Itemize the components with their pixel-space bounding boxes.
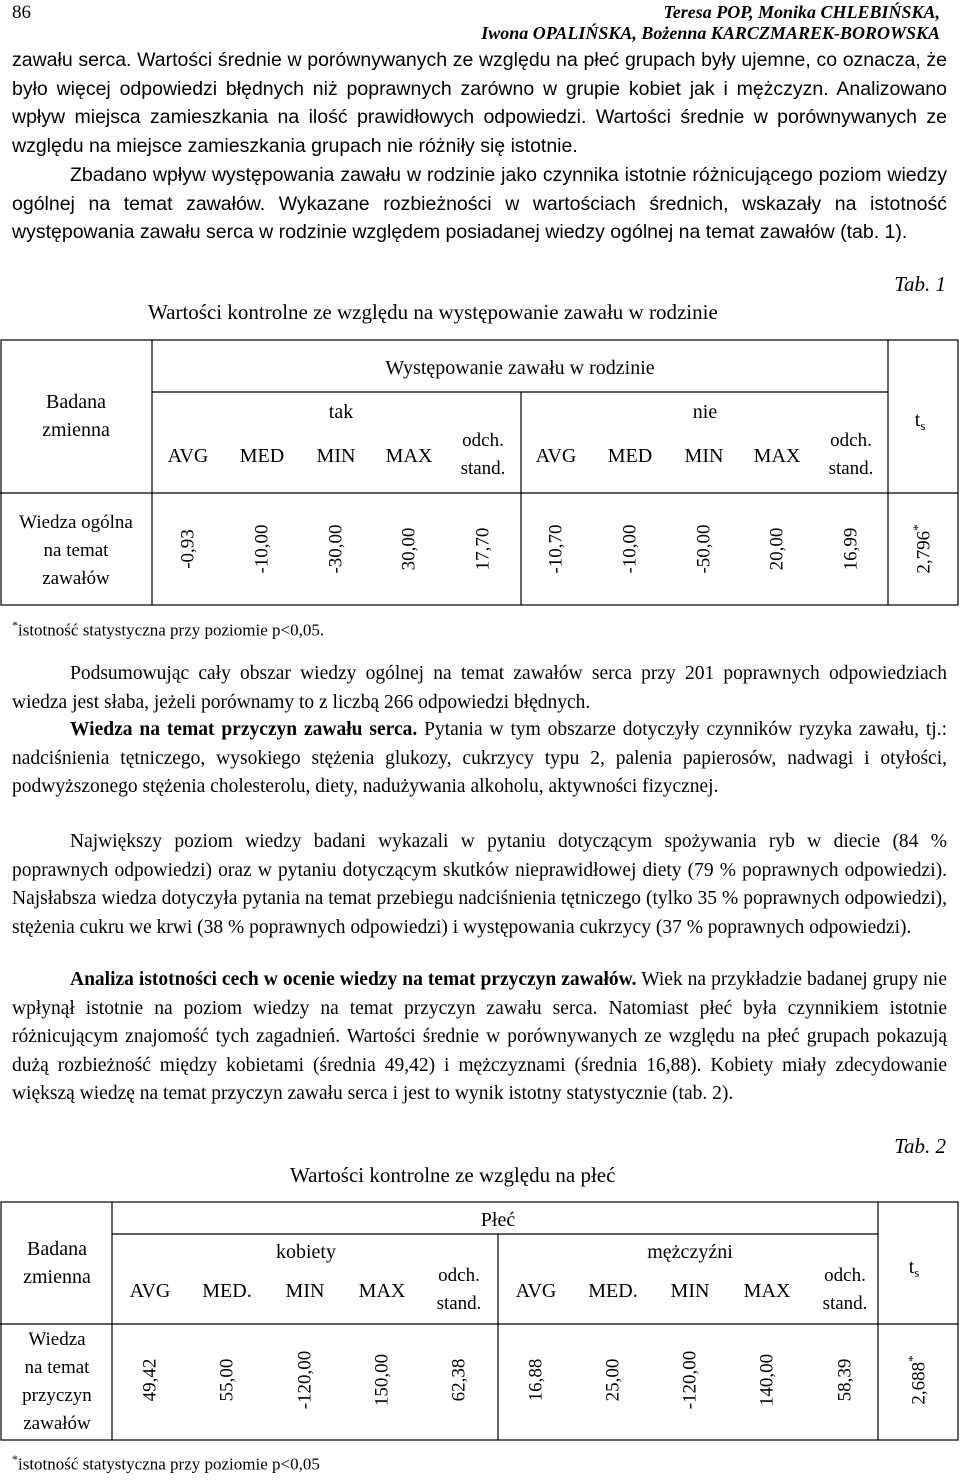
table2-value-8: 140,00 — [756, 1353, 778, 1407]
table1-value-3: 30,00 — [398, 527, 420, 571]
page-number: 86 — [12, 2, 31, 23]
table1-value-4: 17,70 — [472, 527, 494, 571]
table1-colhead-7: MIN — [684, 445, 724, 467]
table1-colhead-4-line2: stand. — [460, 458, 506, 479]
heading-significance: Analiza istotności cech w ocenie wiedzy na temat przyczyn zawałów. — [70, 969, 637, 990]
table1-value-2: -30,00 — [325, 524, 347, 574]
table1-colhead-0: AVG — [167, 445, 209, 467]
paragraph-summary: Podsumowując cały obszar wiedzy ogólnej na temat zawałów serca przy 201 poprawnych odpowiedziach wiedza jest słaba, jeżeli porównamy to z liczbą 266 odpowiedzi błędnych. — [12, 663, 947, 713]
table2-colhead-3: MAX — [358, 1280, 406, 1302]
table1-colhead-8: MAX — [753, 445, 801, 467]
table1-colhead-6: MED — [607, 445, 653, 467]
table2-value-0: 49,42 — [139, 1358, 161, 1402]
table1-colhead-1: MED — [239, 445, 285, 467]
table2-row-header-line1: Badana — [27, 1238, 87, 1260]
authors-line-1: Teresa POP, Monika CHLEBIŃSKA, — [663, 2, 940, 22]
table1-row-label-line2: na temat — [43, 540, 109, 561]
table2-colhead-9-line2: stand. — [822, 1293, 868, 1314]
table2 — [0, 1200, 960, 1445]
table1-colhead-9-line2: stand. — [828, 458, 874, 479]
table1-value-0: -0,93 — [177, 529, 199, 569]
table1-subheader-nie: nie — [692, 401, 718, 423]
table2-row-label-line2: na temat — [24, 1357, 90, 1378]
table2-footnote: *istotność statystyczna przy poziomie p<0,05 — [12, 1452, 320, 1474]
table2-colhead-9: odch. — [824, 1265, 866, 1286]
table1-row-header-line1: Badana — [46, 391, 106, 413]
table1-colhead-5: AVG — [535, 445, 577, 467]
table2-colhead-8: MAX — [743, 1280, 791, 1302]
table2-row-label-line3: przyczyn — [22, 1385, 92, 1406]
table1-group-header: Występowanie zawału w rodzinie — [385, 357, 655, 379]
table2-colhead-0: AVG — [129, 1280, 171, 1302]
table2-colhead-1: MED. — [202, 1280, 252, 1302]
table2-value-2: -120,00 — [294, 1350, 316, 1410]
table1-value-7: -50,00 — [693, 524, 715, 574]
table1-row-label-line1: Wiedza ogólna — [19, 512, 133, 533]
table2-value-4: 62,38 — [448, 1358, 470, 1402]
table1-colhead-3: MAX — [385, 445, 433, 467]
table1-ts-value: 2,796* — [909, 524, 935, 574]
table2-colhead-4-line2: stand. — [436, 1293, 482, 1314]
table2-value-6: 25,00 — [602, 1358, 624, 1402]
table2-title: Wartości kontrolne ze względu na płeć — [290, 1163, 616, 1187]
table1-footnote: *istotność statystyczna przy poziomie p<0,05. — [12, 618, 325, 640]
table2-value-1: 55,00 — [216, 1358, 238, 1402]
paragraph-causes: Wiedza na temat przyczyn zawału serca. Pytania w tym obszarze dotyczyły czynników ryzyka zawału, tj.: nadciśnienia tętniczego, wysokiego stężenia glukozy, cukrzycy typu 2, palenia papierosów, nadwagi i otyłości, podwyższonego stężenia cholesterolu, diety, nadużywania alkoholu, aktywności fizycznej. — [12, 719, 948, 797]
table2-colhead-5: AVG — [515, 1280, 557, 1302]
table1-colhead-2: MIN — [316, 445, 356, 467]
authors-line-2: Iwona OPALIŃSKA, Bożenna KARCZMAREK-BOROWSKA — [481, 23, 940, 43]
table2-value-9: 58,39 — [834, 1358, 856, 1402]
table2-colhead-7: MIN — [670, 1280, 710, 1302]
table1-value-8: 20,00 — [766, 527, 788, 571]
table1-colhead-9: odch. — [830, 430, 872, 451]
table2-row-label-line1: Wiedza — [28, 1329, 86, 1350]
table1-ts-header: $t_s$ — [914, 409, 926, 433]
table1-value-6: -10,00 — [619, 524, 641, 574]
table2-value-5: 16,88 — [525, 1358, 547, 1402]
running-header-authors — [481, 2, 940, 44]
table1-colhead-4: odch. — [462, 430, 504, 451]
table1-value-5: -10,70 — [545, 524, 567, 574]
table2-row-header-line2: zmienna — [23, 1266, 91, 1288]
table1-row-header-line2: zmienna — [42, 419, 110, 441]
table2-value-7: -120,00 — [679, 1350, 701, 1410]
heading-causes: Wiedza na temat przyczyn zawału serca. — [70, 719, 418, 740]
table2-colhead-6: MED. — [588, 1280, 638, 1302]
table2-subheader-kobiety: kobiety — [276, 1241, 336, 1263]
table1-value-9: 16,99 — [840, 527, 862, 571]
table2-subheader-mezczyzni: mężczyźni — [647, 1241, 733, 1263]
table1-label: Tab. 1 — [894, 272, 946, 296]
table1 — [0, 338, 960, 610]
paragraph-intro-2: Zbadano wpływ występowania zawału w rodzinie jako czynnika istotnie różnicującego poziom wiedzy ogólnej na temat zawałów. Wykazane rozbieżności w wartościach średnich, wskazały na istotność występowania zawału serca w rodzinie względem posiadanej wiedzy ogólnej na temat zawałów (tab. 1). — [12, 164, 947, 243]
paragraph-knowledge-levels: Największy poziom wiedzy badani wykazali w pytaniu dotyczącym spożywania ryb w diecie (84 % poprawnych odpowiedzi) oraz w pytaniu dotyczącym skutków nieprawidłowej diety (79 % poprawnych odpowiedzi). Najsłabsza wiedza dotyczyła pytania na temat przebiegu nadciśnienia tętniczego (tylko 35 % poprawnych odpowiedzi), stężenia cukru we krwi (38 % poprawnych odpowiedzi) i występowania cukrzycy (37 % poprawnych odpowiedzi). — [12, 831, 947, 938]
table2-label: Tab. 2 — [894, 1134, 946, 1158]
table1-value-1: -10,00 — [251, 524, 273, 574]
table1-row-label-line3: zawałów — [42, 568, 110, 589]
table1-subheader-tak: tak — [328, 401, 354, 423]
paragraph-significance: Analiza istotności cech w ocenie wiedzy na temat przyczyn zawałów. Wiek na przykładzie badanej grupy nie wpłynął istotnie na poziom wiedzy na temat przyczyn zawału serca. Natomiast płeć była czynnikiem istotnie różnicującym znajomość tych zagadnień. Wartości średnie w porównywanych ze względu na płeć grupach pokazują dużą rozbieżność między kobietami (średnia 49,42) i mężczyznami (średnia 16,88). Kobiety miały zdecydowanie większą wiedzę na temat przyczyn zawału serca i jest to wynik istotny statystycznie (tab. 2). — [12, 969, 947, 1104]
table2-colhead-4: odch. — [438, 1265, 480, 1286]
table2-colhead-2: MIN — [285, 1280, 325, 1302]
table2-row-label-line4: zawałów — [23, 1413, 91, 1434]
table1-title: Wartości kontrolne ze względu na występowanie zawału w rodzinie — [148, 300, 718, 324]
table2-value-3: 150,00 — [371, 1353, 393, 1407]
paragraph-intro-1: zawału serca. Wartości średnie w porównywanych ze względu na płeć grupach były ujemne, co oznacza, że było więcej odpowiedzi błędnych niż poprawnych zarówno w grupie kobiet jak i mężczyzn. Analizowano wpływ miejsca zamieszkania na ilość prawidłowych odpowiedzi. Wartości średnie w porównywanych ze względu na miejsce zamieszkania grupach nie różniły się istotnie. — [12, 49, 947, 157]
table2-group-header: Płeć — [480, 1209, 516, 1231]
table2-ts-value: 2,688* — [904, 1355, 930, 1405]
table2-ts-header: $t_s$ — [908, 1256, 920, 1280]
